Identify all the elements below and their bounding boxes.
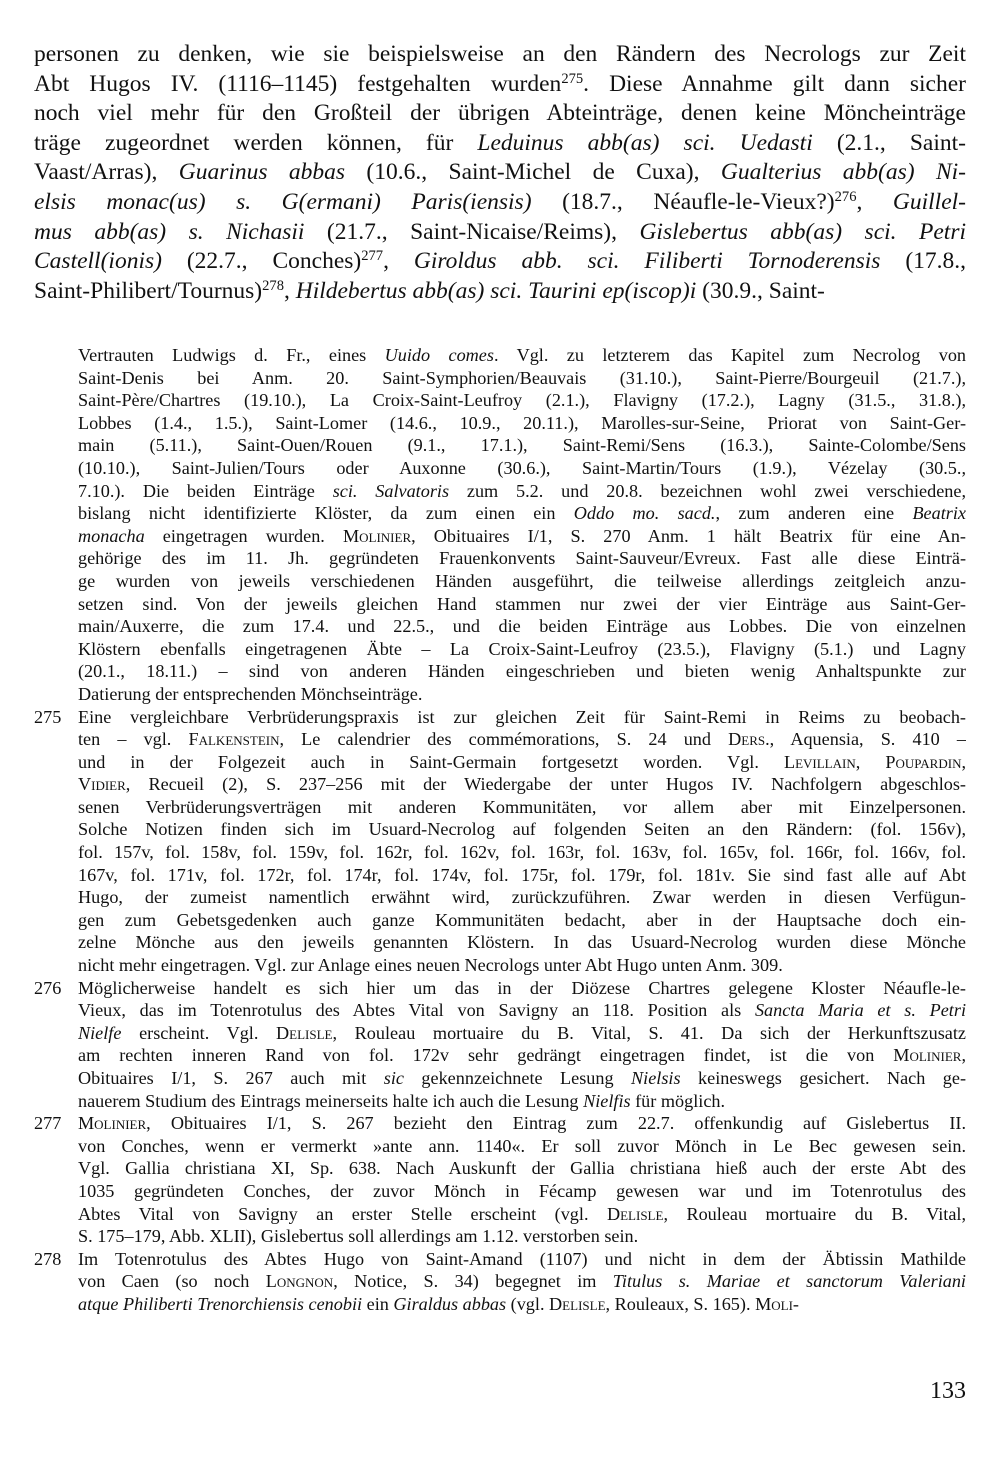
footnote-line: Lobbes (1.4., 1.5.), Saint-Lomer (14.6., 10.9., 20.11.), Marolles-sur-Seine, Priorat von Saint-Ger- <box>78 412 966 433</box>
footnote-line: von Caen (so noch Longnon, Notice, S. 34) begegnet im Titulus s. Mariae et sanctorum Valeriani <box>78 1271 966 1292</box>
footnote-line: setzen sind. Von der jeweils gleichen Hand stammen nur zwei der vier Einträge aus Saint-Ger- <box>78 593 966 614</box>
main-text-line: elsis monac(us) s. G(ermani) Paris(iensis) (18.7., Néaufle-le-Vieux?)$^{276}$, Guillel- <box>34 188 966 215</box>
page-number: 133 <box>930 1378 966 1404</box>
footnote-275 <box>34 706 966 977</box>
main-text <box>34 40 966 306</box>
footnotes <box>34 344 966 1316</box>
footnote-line: Vieux, das im Totenrotulus des Abtes Vital von Savigny an 118. Position als Sancta Maria et s. Petri <box>78 1000 966 1021</box>
footnote-number: 276 <box>34 977 62 998</box>
footnote-number: 277 <box>34 1113 62 1134</box>
footnote-line: main/Auxerre, die zum 17.4. und 22.5., und die beiden Einträge aus Lobbes. Die von einzelnen <box>78 616 966 637</box>
footnote-line: Vgl. Gallia christiana XI, Sp. 638. Nach Auskunft der Gallia christiana hieß auch der erste Abt des <box>78 1158 966 1179</box>
footnote-number: 278 <box>34 1248 62 1269</box>
main-text-line: träge zugeordnet werden können, für Leduinus abb(as) sci. Uedasti (2.1., Saint- <box>34 129 966 156</box>
footnote-line: Saint-Père/Chartres (19.10.), La Croix-Saint-Leufroy (2.1.), Flavigny (17.2.), Lagny (31.5., 31.8.), <box>78 390 966 411</box>
footnote-line: Datierung der entsprechenden Mönchseinträge. <box>78 683 423 704</box>
footnote-line: ten – vgl. Falkenstein, Le calendrier des commémorations, S. 24 und Ders., Aquensia, S. 410 – <box>78 729 966 750</box>
footnote-line: senen Verbrüderungsverträgen mit anderen Kommunitäten, vor allem aber mit Einzelpersonen. <box>78 796 966 817</box>
footnote-line: Möglicherweise handelt es sich hier um das in der Diözese Chartres gelegene Kloster Néaufle-le- <box>78 977 966 998</box>
footnote-line: und in der Folgezeit auch in Saint-Germain fortgesetzt worden. Vgl. Levillain, Poupardin, <box>78 751 966 772</box>
main-text-line: Castell(ionis) (22.7., Conches)$^{277}$, Giroldus abb. sci. Filiberti Tornoderensis (17.8., <box>34 248 966 275</box>
footnote-line: S. 175–179, Abb. XLII), Gislebertus soll allerdings am 1.12. verstorben sein. <box>78 1226 639 1247</box>
footnote-line: nicht mehr eingetragen. Vgl. zur Anlage eines neuen Necrologs unter Abt Hugo unten Anm. 309. <box>78 955 783 976</box>
main-text-line: mus abb(as) s. Nichasii (21.7., Saint-Nicaise/Reims), Gislebertus abb(as) sci. Petri <box>34 218 966 245</box>
footnote-line: Saint-Denis bei Anm. 20. Saint-Symphorien/Beauvais (31.10.), Saint-Pierre/Bourgeuil (21.7.), <box>78 367 966 388</box>
footnote-line: Hugo, der zumeist namentlich erwähnt wird, zurückzuführen. Zwar werden in diesen Verfügun- <box>78 887 966 908</box>
footnote-line: Eine vergleichbare Verbrüderungspraxis ist zur gleichen Zeit für Saint-Remi in Reims zu beobach- <box>78 706 966 727</box>
footnote-line: Vertrauten Ludwigs d. Fr., eines Uuido comes. Vgl. zu letzterem das Kapitel zum Necrolog von <box>78 345 966 365</box>
footnote-line: (10.10.), Saint-Julien/Tours oder Auxonne (30.6.), Saint-Martin/Tours (1.9.), Vézelay (30.5., <box>78 457 966 478</box>
footnote-line: bislang nicht identifizierte Klöster, da zum einen ein Oddo mo. sacd., zum anderen eine Beatrix <box>78 503 966 524</box>
footnote-line: Nielfe erscheint. Vgl. Delisle, Rouleau mortuaire du B. Vital, S. 41. Da sich der Herkunftszusatz <box>78 1022 966 1043</box>
main-text-line: Abt Hugos IV. (1116–1145) festgehalten wurden$^{275}$. Diese Annahme gilt dann sicher <box>34 70 966 97</box>
main-text-line: Saint-Philibert/Tournus)$^{278}$, Hildebertus abb(as) sci. Taurini ep(iscop)i (30.9., Saint- <box>34 277 825 304</box>
main-text-line: Vaast/Arras), Guarinus abbas (10.6., Saint-Michel de Cuxa), Gualterius abb(as) Ni- <box>34 159 966 186</box>
footnote-line: gen zum Gebetsgedenken auch ganze Kommunitäten bedacht, aber in der Hauptsache doch ein- <box>78 909 966 930</box>
footnote-number: 275 <box>34 706 62 727</box>
footnote-line: (20.1., 18.11.) – sind von anderen Händen eingeschrieben und bieten wenig Anhaltspunkte zur <box>78 661 966 682</box>
footnote-line: monacha eingetragen wurden. Molinier, Obituaires I/1, S. 270 Anm. 1 hält Beatrix für eine An- <box>78 525 966 546</box>
footnote-line: Obituaires I/1, S. 267 auch mit sic gekennzeichnete Lesung Nielsis keineswegs gesichert. Nach ge- <box>78 1068 966 1088</box>
footnote-line: Im Totenrotulus des Abtes Hugo von Saint-Amand (1107) und nicht in dem der Äbtissin Mathilde <box>78 1248 966 1269</box>
main-text-line: personen zu denken, wie sie beispielsweise an den Rändern des Necrologs zur Zeit <box>34 41 966 67</box>
main-text-line: noch viel mehr für den Großteil der übrigen Abteinträge, denen keine Möncheinträge <box>34 100 966 127</box>
footnote-line: am rechten inneren Rand von fol. 172v sehr gedrängt eingetragen findet, ist die von Molinier, <box>78 1045 966 1066</box>
footnote-line: 167v, fol. 171v, fol. 172r, fol. 174r, fol. 174v, fol. 175r, fol. 179r, fol. 181v. Sie sind fast alle auf Abt <box>78 864 966 885</box>
footnote-line: atque Philiberti Trenorchiensis cenobii ein Giraldus abbas (vgl. Delisle, Rouleaux, S. 165). Moli- <box>78 1293 799 1314</box>
footnote-continued <box>34 344 966 706</box>
footnote-line: Molinier, Obituaires I/1, S. 267 bezieht den Eintrag zum 22.7. offenkundig auf Gislebertus II. <box>78 1113 966 1134</box>
footnote-line: gehörige des im 11. Jh. gegründeten Frauenkonvents Saint-Sauveur/Evreux. Fast alle diese Einträ- <box>78 548 966 569</box>
footnote-line: von Conches, wenn er vermerkt »ante ann. 1140«. Er soll zuvor Mönch in Le Bec gewesen sein. <box>78 1135 966 1156</box>
footnote-line: fol. 157v, fol. 158v, fol. 159v, fol. 162r, fol. 162v, fol. 163r, fol. 163v, fol. 165v, fol. 166r, fol. 166v, fol. <box>78 842 966 863</box>
footnote-line: 7.10.). Die beiden Einträge sci. Salvatoris zum 5.2. und 20.8. bezeichnen wohl zwei verschiedene, <box>78 480 966 501</box>
footnote-line: main (5.11.), Saint-Ouen/Rouen (9.1., 17.1.), Saint-Remi/Sens (16.3.), Sainte-Colombe/Sens <box>78 435 966 456</box>
footnote-278 <box>34 1248 966 1316</box>
footnote-line: Abtes Vital von Savigny an erster Stelle erscheint (vgl. Delisle, Rouleau mortuaire du B. Vital, <box>78 1203 966 1224</box>
footnote-line: ge wurden von jeweils verschiedenen Händen ausgeführt, die teilweise allerdings zeitgleich anzu- <box>78 570 966 591</box>
footnote-277 <box>34 1112 966 1248</box>
footnote-line: Vidier, Recueil (2), S. 237–256 mit der Wiedergabe der unter Hugos IV. Nachfolgern abgeschlos- <box>78 774 966 795</box>
footnote-line: 1035 gegründeten Conches, der zuvor Mönch in Fécamp gewesen war und im Totenrotulus des <box>78 1180 966 1201</box>
footnote-276 <box>34 977 966 1113</box>
footnote-line: nauerem Studium des Eintrags meinerseits halte ich auch die Lesung Nielfis für möglich. <box>78 1090 726 1111</box>
footnote-line: zelne Mönche aus den jeweils genannten Klöstern. In das Usuard-Necrolog wurden diese Mönche <box>78 932 966 953</box>
footnote-line: Klöstern ebenfalls eingetragenen Äbte – La Croix-Saint-Leufroy (23.5.), Flavigny (5.1.) und Lagny <box>78 638 966 659</box>
footnote-line: Solche Notizen finden sich im Usuard-Necrolog auf folgenden Seiten an den Rändern: (fol. 156v), <box>78 819 966 840</box>
